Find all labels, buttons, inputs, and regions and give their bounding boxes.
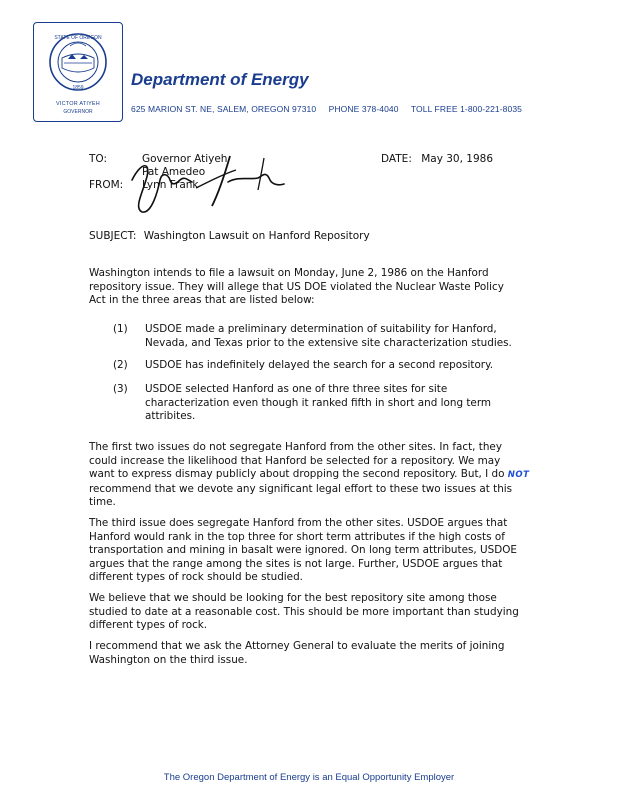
item-number: (3) bbox=[113, 383, 128, 395]
to-recipient: Pat Amedeo bbox=[142, 166, 206, 178]
text-line: different types of rock. bbox=[89, 619, 208, 632]
to-recipient: Governor Atiyeh bbox=[142, 153, 228, 165]
subject-line bbox=[89, 230, 370, 242]
paragraph-5 bbox=[89, 640, 549, 667]
governor-title: GOVERNOR bbox=[63, 109, 93, 115]
text-line: recommend that we devote any significant legal effort to these two issues at this bbox=[89, 482, 513, 495]
text-line: argues that the range among the sites is not large. Further, USDOE argues that bbox=[89, 557, 503, 570]
date-label: DATE: bbox=[381, 153, 412, 165]
text-line: The third issue does segregate Hanford from the other sites. USDOE argues that bbox=[89, 517, 508, 529]
letterhead-contact-line bbox=[131, 104, 532, 114]
text-line: Hanford would rank in the top three for short term attributes if the high costs of bbox=[89, 530, 505, 543]
state-seal-box bbox=[33, 22, 123, 122]
intro-paragraph bbox=[89, 267, 549, 308]
text-line: Nevada, and Texas prior to the extensive site characterization studies. bbox=[145, 336, 512, 349]
paragraph-3 bbox=[89, 517, 549, 585]
text-segment: want to express dismay publicly about dropping the second repository. But, I do bbox=[89, 468, 505, 481]
phone: PHONE 378-4040 bbox=[328, 104, 399, 114]
paragraph-4 bbox=[89, 592, 549, 633]
text-line: Washington intends to file a lawsuit on Monday, June 2, 1986 on the Hanford bbox=[89, 267, 489, 279]
text-line: USDOE made a preliminary determination of suitability for Hanford, bbox=[145, 323, 497, 335]
text-line: characterization even though it ranked fifth in short and long term bbox=[145, 396, 492, 409]
subject-text: Washington Lawsuit on Hanford Repository bbox=[143, 230, 370, 242]
text-line: studied to date at a reasonable cost. This should be more important than studying bbox=[89, 605, 519, 618]
handwritten-signature bbox=[112, 150, 292, 222]
seal-year: 1859 bbox=[72, 85, 84, 91]
toll-free: TOLL FREE 1-800-221-8035 bbox=[410, 104, 522, 114]
text-line: different types of rock should be studied. bbox=[89, 571, 303, 584]
handwritten-annotation: NOT bbox=[507, 470, 530, 481]
footer-equal-opportunity: The Oregon Department of Energy is an Equal Opportunity Employer bbox=[163, 772, 455, 783]
text-line: Washington on the third issue. bbox=[89, 653, 248, 666]
text-line: could increase the likelihood that Hanford be selected for a repository. We may bbox=[89, 454, 501, 467]
governor-name: VICTOR ATIYEH bbox=[56, 101, 100, 107]
date-field bbox=[381, 153, 493, 165]
item-number: (2) bbox=[113, 359, 128, 371]
date-value: May 30, 1986 bbox=[421, 153, 494, 165]
to-label: TO: bbox=[89, 153, 108, 165]
paragraph-2 bbox=[89, 441, 549, 510]
list-item bbox=[145, 383, 545, 424]
text-line: attribites. bbox=[145, 410, 196, 423]
from-label: FROM: bbox=[89, 179, 124, 191]
list-item bbox=[145, 359, 545, 373]
address: 625 MARION ST. NE, SALEM, OREGON 97310 bbox=[131, 104, 317, 114]
seal-top-text: STATE OF OREGON bbox=[54, 35, 102, 41]
oregon-seal-logo bbox=[46, 28, 110, 98]
list-item bbox=[145, 323, 545, 350]
department-title: Department of Energy bbox=[131, 70, 309, 89]
text-line: repository issue. They will allege that US DOE violated the Nuclear Waste Policy bbox=[89, 280, 504, 293]
text-line: USDOE selected Hanford as one of thre three sites for site bbox=[145, 383, 448, 395]
text-line: We believe that we should be looking for the best repository site among those bbox=[89, 592, 497, 604]
text-line: time. bbox=[89, 496, 116, 509]
text-line: transportation and mining in basalt were ignored. On long term attributes, USDOE bbox=[89, 544, 517, 557]
from-name: Lynn Frank bbox=[142, 179, 199, 191]
subject-label: SUBJECT: bbox=[89, 230, 137, 242]
text-line: Act in the three areas that are listed below: bbox=[89, 294, 315, 307]
text-line: I recommend that we ask the Attorney General to evaluate the merits of joining bbox=[89, 640, 505, 652]
text-line: USDOE has indefinitely delayed the search for a second repository. bbox=[145, 359, 494, 371]
text-line bbox=[89, 468, 549, 483]
text-line: The first two issues do not segregate Hanford from the other sites. In fact, they bbox=[89, 441, 502, 453]
item-number: (1) bbox=[113, 323, 128, 335]
